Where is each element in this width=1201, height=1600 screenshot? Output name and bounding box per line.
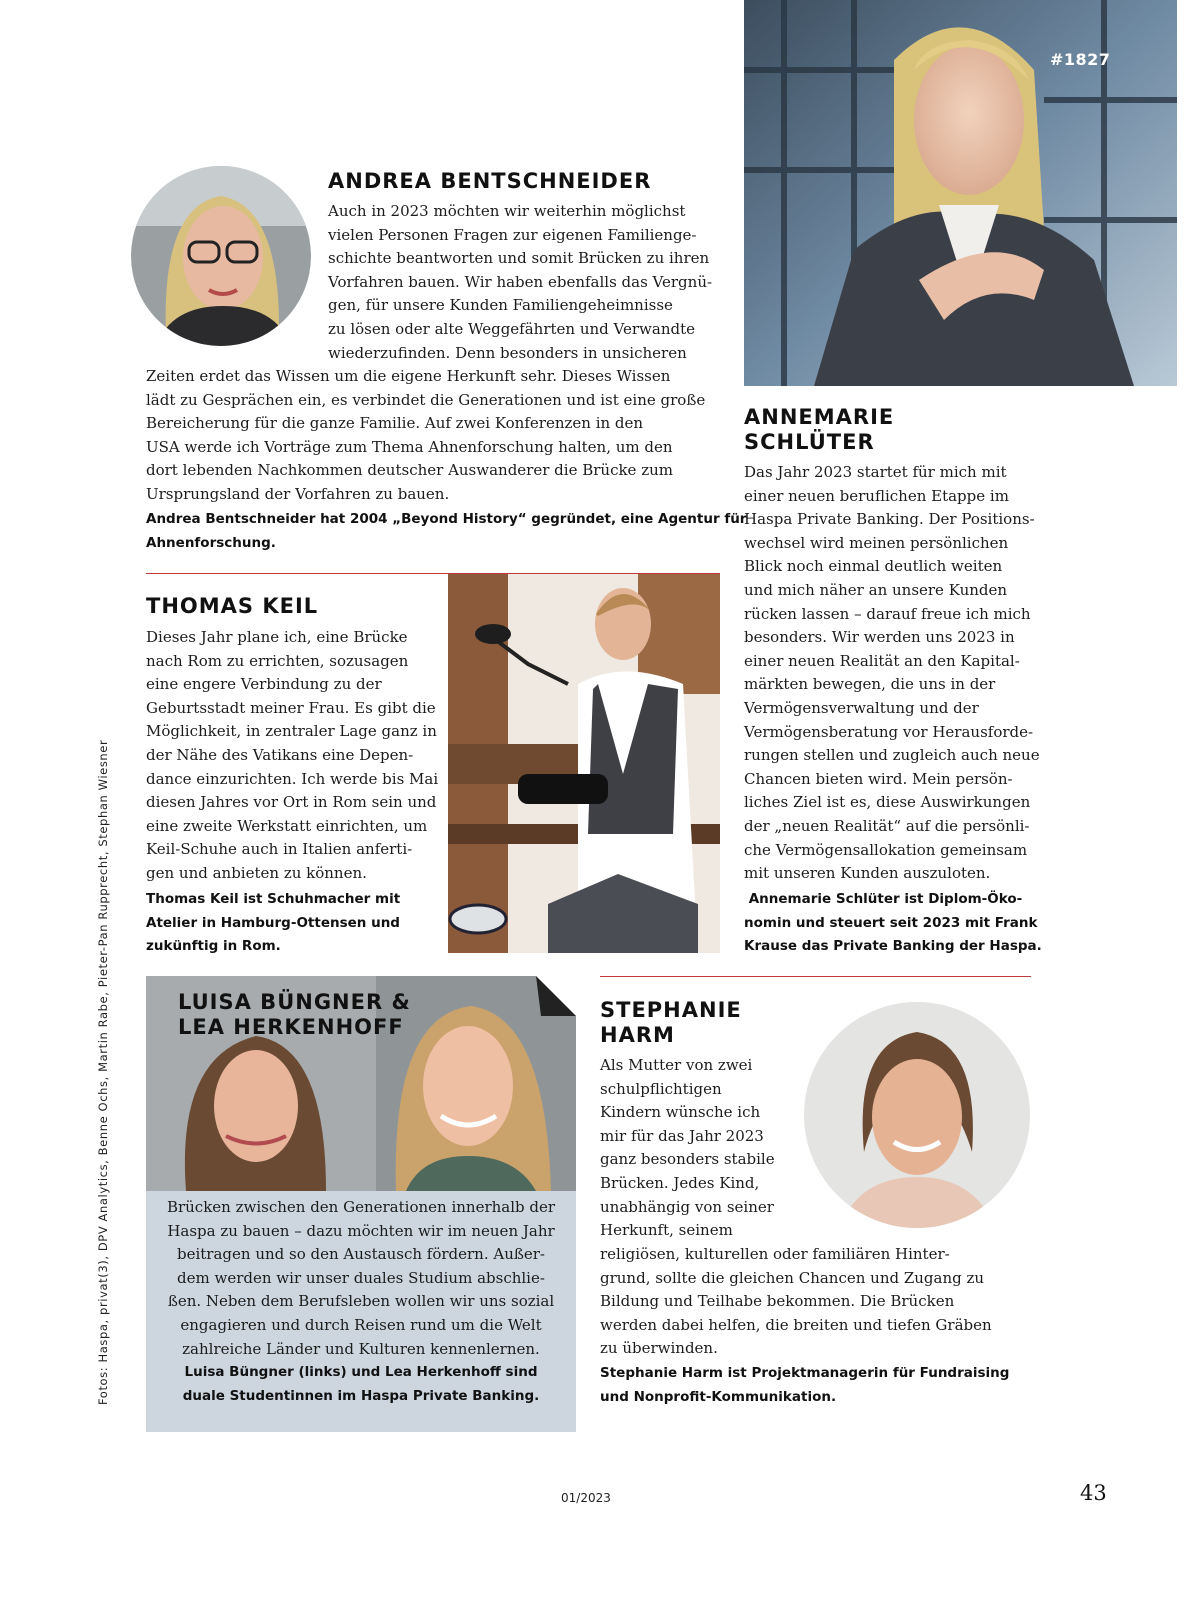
text-line: gen und anbieten zu können. [146, 863, 367, 882]
stephanie-text-lower [600, 1243, 1030, 1361]
luisa-lea-textbox [146, 1191, 576, 1432]
text-line: Möglichkeit, in zentraler Lage ganz in [146, 722, 437, 741]
text-line: lädt zu Gesprächen ein, es verbindet die Generationen und ist eine große [146, 390, 706, 409]
text-line: Brücken. Jedes Kind, [600, 1173, 760, 1192]
caption-line: Andrea Bentschneider hat 2004 „Beyond History“ gegründet, eine Agentur für [146, 511, 747, 527]
text-line: beitragen und so den Austausch fördern. Außer- [177, 1245, 545, 1264]
text-line: der Nähe des Vatikans eine Depen- [146, 745, 414, 764]
text-line: Zeiten erdet das Wissen um die eigene Herkunft sehr. Dieses Wissen [146, 367, 671, 385]
annemarie-caption [744, 888, 1044, 959]
text-line: eine zweite Werkstatt einrichten, um [146, 816, 428, 835]
luisa-lea-caption [146, 1361, 576, 1408]
name-line: LUISA BÜNGNER & [178, 990, 411, 1014]
text-line: Haspa Private Banking. Der Positions- [744, 510, 1035, 529]
stephanie-name [600, 998, 742, 1048]
text-line: Das Jahr 2023 startet für mich mit [744, 463, 1007, 481]
stephanie-text-upper [600, 1054, 800, 1243]
text-line: wechsel wird meinen persönlichen [744, 533, 1009, 552]
name-line: STEPHANIE [600, 998, 742, 1022]
text-line: Geburtsstadt meiner Frau. Es gibt die [146, 698, 436, 717]
text-line: diesen Jahres vor Ort in Rom sein und [146, 793, 437, 812]
issue-date: 01/2023 [561, 1491, 611, 1505]
name-line: SCHLÜTER [744, 430, 875, 454]
text-line: gen, für unsere Kunden Familiengeheimnisse [328, 296, 673, 315]
name-line: LEA HERKENHOFF [178, 1015, 404, 1039]
text-line: nach Rom zu errichten, sozusagen [146, 651, 409, 670]
text-line: Vermögensverwaltung und der [744, 698, 979, 717]
thomas-caption [146, 888, 446, 959]
annemarie-name [744, 405, 894, 455]
caption-line: Luisa Büngner (links) und Lea Herkenhoff sind [184, 1364, 538, 1380]
text-line: Blick noch einmal deutlich weiten [744, 557, 1003, 576]
text-line: einer neuen beruflichen Etappe im [744, 486, 1009, 505]
text-line: Kindern wünsche ich [600, 1103, 761, 1122]
section-divider [600, 976, 1031, 977]
luisa-lea-text [146, 1196, 576, 1361]
caption-line: und Nonprofit-Kommunikation. [600, 1388, 837, 1405]
text-line: zu lösen oder alte Weggefährten und Verwandte [328, 319, 695, 338]
caption-line: zukünftig in Rom. [146, 938, 281, 955]
text-line: wiederzufinden. Denn besonders in unsicheren [328, 343, 687, 362]
caption-line: Stephanie Harm ist Projektmanagerin für Fundraising [600, 1365, 1010, 1381]
andrea-caption [146, 508, 747, 555]
text-line: mir für das Jahr 2023 [600, 1126, 764, 1145]
text-line: und mich näher an unsere Kunden [744, 580, 1008, 599]
annemarie-text [744, 461, 1044, 886]
name-line: ANNEMARIE [744, 405, 895, 429]
name-line: HARM [600, 1023, 675, 1047]
luisa-lea-name [178, 990, 411, 1040]
andrea-text-lower [146, 365, 726, 507]
text-line: der „neuen Realität“ auf die persönli- [744, 816, 1030, 835]
text-line: einer neuen Realität an den Kapital- [744, 651, 1020, 670]
text-line: schichte beantworten und somit Brücken zu ihren [328, 249, 710, 268]
caption-line: Thomas Keil ist Schuhmacher mit [146, 891, 401, 907]
andrea-text-upper [328, 200, 728, 365]
text-line: dem werden wir unser duales Studium abschlie- [177, 1268, 545, 1287]
caption-line: Krause das Private Banking der Haspa. [744, 938, 1042, 955]
caption-line: Annemarie Schlüter ist Diplom-Öko- [744, 891, 1023, 907]
thomas-name: THOMAS KEIL [146, 594, 319, 618]
text-line: engagieren und durch Reisen rund um die Welt [180, 1315, 542, 1334]
text-line: schulpflichtigen [600, 1079, 722, 1098]
text-line: che Vermögensallokation gemeinsam [744, 840, 1028, 859]
text-line: ganz besonders stabile [600, 1150, 775, 1169]
stephanie-caption [600, 1362, 1030, 1409]
text-line: werden dabei helfen, die breiten und tiefen Gräben [600, 1315, 992, 1334]
text-line: Brücken zwischen den Generationen innerhalb der [166, 1198, 556, 1216]
text-line: dort lebenden Nachkommen deutscher Auswanderer die Brücke zum [146, 461, 673, 480]
text-line: Bereicherung für die ganze Familie. Auf zwei Konferenzen in den [146, 414, 644, 433]
page-number: 43 [1080, 1481, 1107, 1505]
text-line: vielen Personen Fragen zur eigenen Familienge- [328, 225, 697, 244]
text-line: grund, sollte die gleichen Chancen und Zugang zu [600, 1268, 985, 1287]
text-line: eine engere Verbindung zu der [146, 675, 382, 694]
text-line: dance einzurichten. Ich werde bis Mai [146, 769, 439, 788]
text-line: USA werde ich Vorträge zum Thema Ahnenforschung halten, um den [146, 437, 673, 456]
text-line: rücken lassen – darauf freue ich mich [744, 604, 1031, 623]
text-line: religiösen, kulturellen oder familiären Hinter- [600, 1245, 950, 1263]
photo-credits: Fotos: Haspa, privat(3), DPV Analytics, Benne Ochs, Martin Rabe, Pieter-Pan Rupprecht, Stephan Wiesner [96, 739, 110, 1405]
thomas-photo [448, 574, 720, 953]
text-line: ßen. Neben dem Berufsleben wollen wir uns sozial [167, 1292, 555, 1311]
caption-line: nomin und steuert seit 2023 mit Frank [744, 914, 1038, 931]
annemarie-photo [744, 0, 1177, 386]
issue-tag: #1827 [1050, 50, 1111, 69]
text-line: Ursprungsland der Vorfahren zu bauen. [146, 484, 450, 503]
text-line: märkten bewegen, die uns in der [744, 675, 996, 694]
text-line: Auch in 2023 möchten wir weiterhin möglichst [328, 202, 686, 220]
text-line: unabhängig von seiner [600, 1197, 774, 1216]
text-line: Dieses Jahr plane ich, eine Brücke [146, 628, 408, 646]
caption-line: Ahnenforschung. [146, 534, 276, 551]
text-line: Als Mutter von zwei [600, 1056, 753, 1074]
text-line: Bildung und Teilhabe bekommen. Die Brücken [600, 1292, 955, 1311]
stephanie-portrait [804, 1002, 1030, 1228]
text-line: Herkunft, seinem [600, 1221, 733, 1240]
text-line: zahlreiche Länder und Kulturen kennenlernen. [182, 1339, 540, 1358]
thomas-text [146, 626, 446, 886]
text-line: zu überwinden. [600, 1339, 718, 1358]
text-line: mit unseren Kunden auszuloten. [744, 864, 991, 883]
text-line: Vorfahren bauen. Wir haben ebenfalls das Vergnü- [328, 272, 713, 291]
text-line: Haspa zu bauen – dazu möchten wir im neuen Jahr [167, 1221, 555, 1240]
text-line: besonders. Wir werden uns 2023 in [744, 628, 1015, 647]
text-line: Keil-Schuhe auch in Italien anferti- [146, 840, 413, 859]
caption-line: duale Studentinnen im Haspa Private Banking. [182, 1387, 540, 1404]
text-line: rungen stellen und zugleich auch neue [744, 746, 1040, 765]
caption-line: Atelier in Hamburg-Ottensen und [146, 914, 400, 931]
text-line: Chancen bieten wird. Mein persön- [744, 769, 1013, 788]
text-line: Vermögensberatung vor Herausforde- [744, 722, 1034, 741]
text-line: liches Ziel ist es, diese Auswirkungen [744, 793, 1031, 812]
andrea-name: ANDREA BENTSCHNEIDER [328, 169, 652, 193]
andrea-portrait [131, 166, 311, 346]
